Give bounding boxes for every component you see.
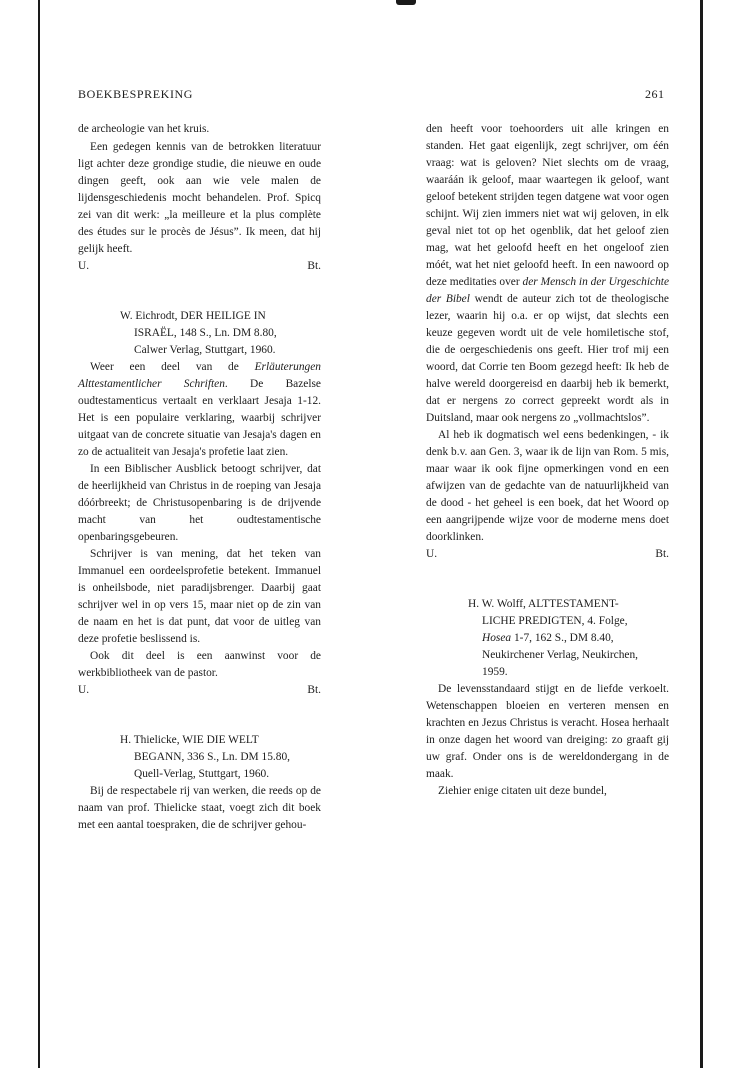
text-run: . De Bazelse oudtestamenticus vertaalt en verklaart Jesaja 1-12. Het is een populaire verklaring, waarbij schrijver uitgaat van de concrete situatie van Jesaja's dagen en zo de actualiteit van Jesaja's profetie laat zien. — [78, 378, 321, 458]
signature-author: Bt. — [655, 548, 669, 560]
paragraph: Schrijver is van mening, dat het teken van Immanuel een oordeelsprofetie betekent. Immanuel is onheilsbode, niet paradijsbrenger. Daarbij gaat schrijver wel in op vers 15, maar niet op de zin van de naam en het is dat punt, dat voor de uitleg van deze profetie beslissend is. — [78, 548, 321, 645]
book-reference-line: Calwer Verlag, Stuttgart, 1960. — [134, 344, 276, 356]
running-head: BOEKBESPREKING — [78, 87, 194, 101]
review-signature — [78, 682, 321, 699]
paragraph: De levensstandaard stijgt en de liefde verkoelt. Wetenschappen bloeien en verteren mensen en krachten en Jezus Christus is veracht. Hosea herhaalt in onze dagen het woord van dreiging: zo graaft gij uw graf. Onder ons is de wereldondergang in de maak. — [426, 683, 669, 780]
text-run: Weer een deel van de — [90, 361, 255, 373]
book-reference-line: BEGANN, 336 S., Ln. DM 15.80, — [134, 751, 290, 763]
paragraph — [426, 121, 669, 427]
signature-author: Bt. — [307, 684, 321, 696]
paragraph — [78, 359, 321, 461]
book-title: Hosea — [482, 632, 512, 644]
text-run: 1-7, 162 S., DM 8.40, — [511, 632, 614, 644]
book-reference — [120, 308, 321, 359]
paragraph: Ziehier enige citaten uit deze bundel, — [438, 785, 607, 797]
signature-initial: U. — [78, 260, 90, 272]
book-reference-line: Quell-Verlag, Stuttgart, 1960. — [134, 768, 270, 780]
page-number: 261 — [645, 87, 665, 101]
text-run: den heeft voor toehoorders uit alle kringen en standen. Het gaat eigenlijk, zegt schrijver, om één vraag: wat is geloven? Niet slechts om de vraag, waaráán ik geloof, maar waartegen ik geloof, want geloof betekent strijden tegen datgene wat voor ogen schijnt. Wij zien immers niet wat wij geloven, in elk geval niet tot op het ogenblik, dat het geloof zien mag, wat het geloofd heeft en het ongeloof zien móét, wat het niet geloofd heeft. In een nawoord op deze meditaties over — [426, 123, 669, 288]
review-signature — [78, 258, 321, 275]
signature-author: Bt. — [307, 260, 321, 272]
signature-initial: U. — [78, 684, 90, 696]
book-reference-line — [468, 630, 669, 647]
book-reference — [468, 596, 669, 681]
review-signature — [426, 546, 669, 563]
right-column — [426, 121, 669, 800]
book-reference-line: 1959. — [482, 666, 508, 678]
book-reference-line: H. W. Wolff, ALTTESTAMENT- — [468, 598, 619, 610]
book-reference-line: H. Thielicke, WIE DIE WELT — [120, 734, 259, 746]
text-run: wendt de auteur zich tot de theologische lezer, waarin hij o.a. er op wijst, dat slechts een keuze gegeven wordt uit de vele homiletische stof, die de oergeschiedenis ons geeft. Hier trof mij een woord, dat Corrie ten Boom gezegd heeft: Ik heb de halve wereld doorgereisd en daarbij heb ik bemerkt, dat er nergens zo correct gepreekt wordt als in Duitsland, maar ook nergens zo „vollmachtslos”. — [426, 293, 669, 424]
book-reference-line: LICHE PREDIGTEN, 4. Folge, — [482, 615, 628, 627]
paragraph: Bij de respectabele rij van werken, die reeds op de naam van prof. Thielicke staat, voegt zich dit boek met een aantal toespraken, die de schrijver gehou- — [78, 785, 321, 831]
signature-initial: U. — [426, 548, 438, 560]
scan-border-right — [700, 0, 703, 1068]
book-series-title: Erläuterungen Alttestamentlicher Schriften — [78, 361, 321, 390]
paragraph: Ook dit deel is een aanwinst voor de werkbibliotheek van de pastor. — [78, 650, 321, 679]
left-column — [78, 121, 321, 834]
book-reference-line: W. Eichrodt, DER HEILIGE IN — [120, 310, 266, 322]
paragraph: In een Biblischer Ausblick betoogt schrijver, dat de heerlijkheid van Christus in de roeping van Jesaja dóórbreekt; de Christusopenbaring is de drijvende macht van het oudtestamentische openbaringsgebeuren. — [78, 463, 321, 543]
paragraph: Een gedegen kennis van de betrokken literatuur ligt achter deze grondige studie, die nieuwe en oude dingen geeft, ook aan wie vele malen de lijdensgeschiedenis mocht behandelen. Prof. Spicq zei van dit werk: „la meilleure et la plus complète des études sur le procès de Jésus”. Ik meen, dat hij gelijk heeft. — [78, 141, 321, 255]
book-subtitle: der Mensch in der Urgeschichte der Bibel — [426, 276, 669, 305]
scan-mark-top — [396, 0, 416, 5]
book-reference-line: Neukirchener Verlag, Neukirchen, — [482, 649, 639, 661]
book-reference — [120, 732, 321, 783]
scan-border-left — [38, 0, 40, 1068]
paragraph: Al heb ik dogmatisch wel eens bedenkingen, - ik denk b.v. aan Gen. 3, waar ik de lijn van Rom. 5 mis, maar waar ik ook fijne opmerkingen vond en een afwijzen van de gedachte van de natuurlijkheid van de dood - het geheel is een boek, dat het Woord op een aangrijpende wijze voor de moderne mens doet doorklinken. — [426, 429, 669, 543]
paragraph: de archeologie van het kruis. — [78, 123, 210, 135]
book-reference-line: ISRAËL, 148 S., Ln. DM 8.80, — [134, 327, 277, 339]
